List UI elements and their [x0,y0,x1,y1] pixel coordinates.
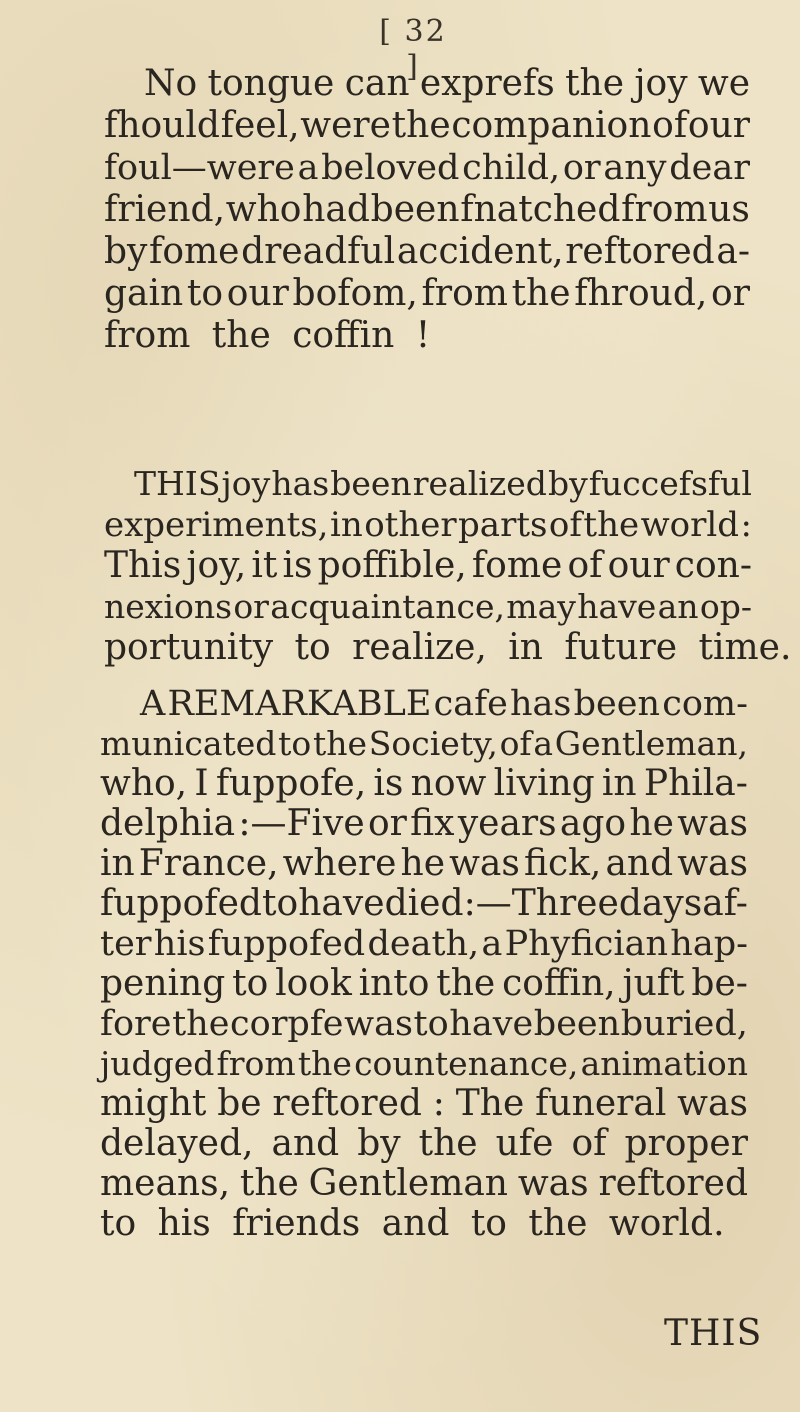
text-line: No tongue can exprefs the joy we [144,63,750,104]
text-line: who, I fuppofe, is now living in Phila- [100,763,748,804]
text-line: nexions or acquaintance, may have an op- [104,587,752,626]
text-line: friend, who had been fnatched from us [104,189,750,230]
text-line: might be reftored : The funeral was [100,1083,748,1124]
text-line: means, the Gentleman was reftored [100,1163,748,1204]
text-line: judged from the countenance, animation [100,1044,748,1083]
catchword: THIS [664,1313,763,1354]
text-line: portunity to realize, in future time. [104,627,792,668]
text-line: in France, where he was fick, and was [100,843,748,884]
text-line: fhould feel, were the companion of our [104,105,750,146]
text-line: to his friends and to the world. [100,1203,725,1244]
text-line: delphia :—Five or fix years ago he was [100,803,748,844]
page-number: [ 32 ] [379,14,447,84]
text-line: delayed, and by the ufe of proper [100,1123,748,1164]
text-line: A REMARKABLE cafe has been com- [140,684,748,724]
text-line: from the coffin ! [104,315,431,356]
text-line: pening to look into the coffin, juft be- [100,963,748,1004]
text-line: experiments, in other parts of the world : [104,505,752,545]
text-line: by fome dreadful accident, reftored a- [104,231,750,272]
text-line: municated to the Society, of a Gentleman, [100,724,748,763]
text-line: fore the corpfe was to have been buried, [100,1004,748,1044]
text-line: foul—were a beloved child, or any dear [104,148,750,188]
text-line: This joy, it is poffible, fome of our con- [104,545,752,586]
text-line: THIS joy has been realized by fuccefsful [134,464,752,503]
text-line: fuppofed to have died :—Three days af- [100,883,748,924]
text-line: gain to our bofom, from the fhroud, or [104,273,750,314]
text-line: ter his fuppofed death, a Phyfician hap- [100,924,748,964]
